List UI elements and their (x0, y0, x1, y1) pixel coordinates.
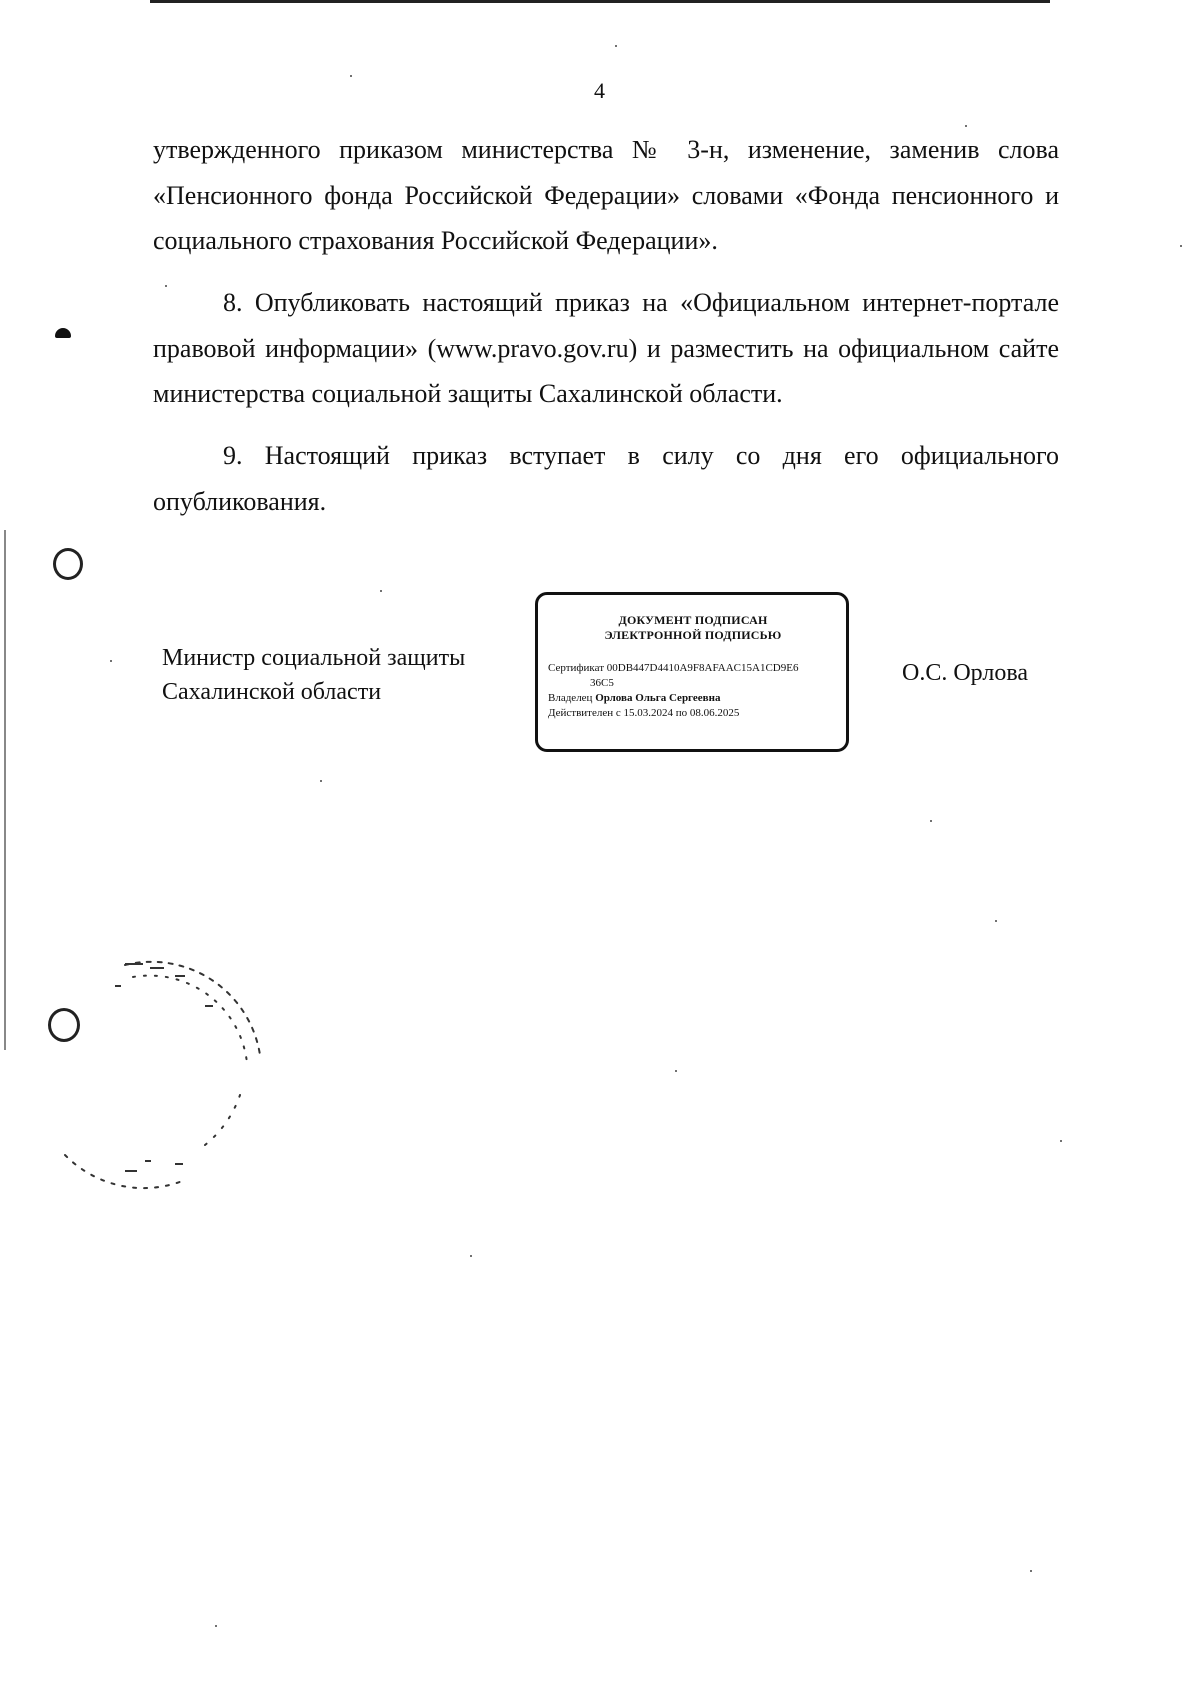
scan-speck (165, 285, 167, 287)
scan-speck (1030, 1570, 1032, 1572)
signer-position-line1: Министр социальной защиты (162, 645, 466, 671)
stamp-owner (548, 691, 838, 706)
stamp-certificate-value: 00DB447D4410A9F8AFAAC15A1CD9E6 (606, 662, 799, 674)
scan-speck (350, 75, 352, 77)
stamp-owner-value: Орлова Ольга Сергеевна (595, 692, 721, 704)
punch-hole-top (53, 548, 83, 580)
signer-position-line2: Сахалинской области (162, 679, 382, 705)
signer-name: О.С. Орлова (902, 660, 1028, 686)
scan-speck (320, 780, 322, 782)
paragraph-amendment: утвержденного приказом министерства № 3-н, изменение, заменив слова «Пенсионного фонда Российской Федерации» словами «Фонда пенсионного и социального страхования Российской Федерации». (153, 135, 1059, 255)
electronic-signature-stamp (535, 592, 849, 752)
scan-speck (470, 1255, 472, 1257)
stamp-validity: Действителен с 15.03.2024 по 08.06.2025 (548, 707, 740, 719)
scan-speck (965, 125, 967, 127)
scan-speck (215, 1625, 217, 1627)
stamp-certificate (548, 661, 838, 676)
paragraph-publication: 8. Опубликовать настоящий приказ на «Официальном интернет-портале правовой информации» (www.pravo.gov.ru) и разместить на официальном сайте министерства социальной защиты Сахалинской области. (153, 288, 1059, 408)
scan-speck (110, 660, 112, 662)
page-number: 4 (594, 78, 605, 103)
scan-speck (995, 920, 997, 922)
scan-speck (675, 1070, 677, 1072)
scan-edge-line (4, 530, 6, 1050)
stamp-heading-line2: ЭЛЕКТРОННОЙ ПОДПИСЬЮ (604, 628, 782, 642)
faded-seal-impression (55, 945, 275, 1195)
stamp-owner-label: Владелец (548, 692, 593, 704)
scan-speck (1180, 245, 1182, 247)
ink-blot (55, 328, 71, 338)
stamp-certificate-label: Сертификат (548, 662, 604, 674)
stamp-heading-line1: ДОКУМЕНТ ПОДПИСАН (618, 613, 768, 627)
paragraph-entry-into-force: 9. Настоящий приказ вступает в силу со дня его официального опубликования. (153, 441, 1059, 516)
stamp-certificate-tail: 36C5 (590, 677, 614, 689)
scan-speck (930, 820, 932, 822)
scan-speck (615, 45, 617, 47)
signer-position (162, 641, 465, 709)
top-border-line (150, 0, 1050, 3)
scan-speck (1060, 1140, 1062, 1142)
scan-speck (380, 590, 382, 592)
